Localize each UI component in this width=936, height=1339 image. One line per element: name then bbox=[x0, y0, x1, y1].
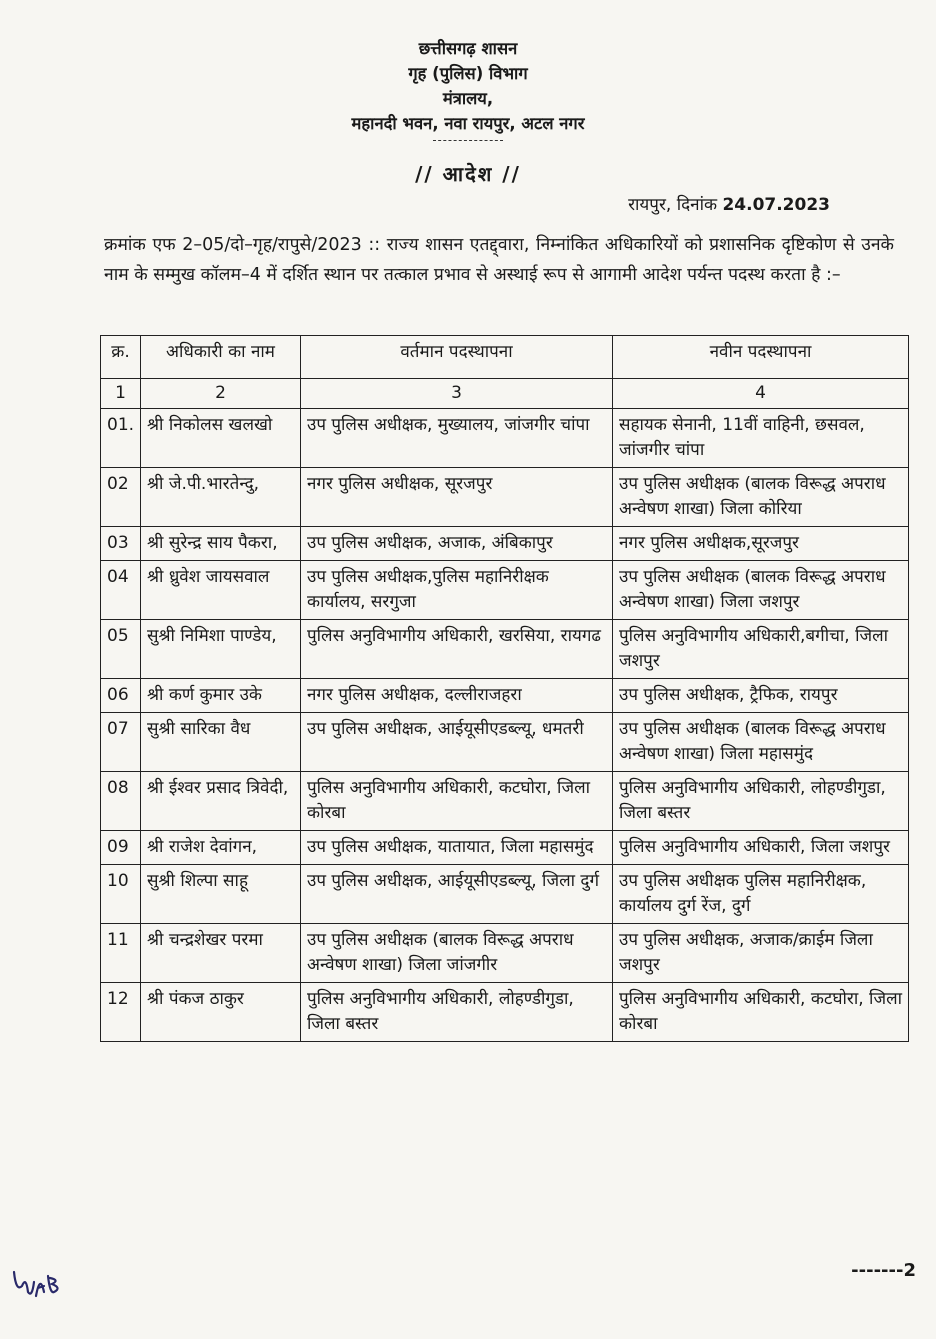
row-new-posting: उप पुलिस अधीक्षक पुलिस महानिरीक्षक, कार्यालय दुर्ग रेंज, दुर्ग bbox=[613, 865, 909, 924]
row-officer-name: श्री निकोलस खलखो bbox=[141, 409, 301, 468]
row-current-posting: उप पुलिस अधीक्षक, अजाक, अंबिकापुर bbox=[301, 527, 613, 561]
order-title: // आदेश // bbox=[415, 162, 521, 186]
table-row bbox=[101, 924, 909, 983]
posting-table bbox=[100, 335, 909, 1042]
header-officer-name: अधिकारी का नाम bbox=[141, 336, 301, 379]
table-row bbox=[101, 713, 909, 772]
row-officer-name: सुश्री शिल्पा साहू bbox=[141, 865, 301, 924]
col-number: 4 bbox=[613, 379, 909, 409]
table-row bbox=[101, 679, 909, 713]
row-serial: 03 bbox=[101, 527, 141, 561]
row-current-posting: उप पुलिस अधीक्षक, मुख्यालय, जांजगीर चांपा bbox=[301, 409, 613, 468]
row-officer-name: श्री कर्ण कुमार उके bbox=[141, 679, 301, 713]
col-number: 3 bbox=[301, 379, 613, 409]
table-row bbox=[101, 468, 909, 527]
header-current-posting: वर्तमान पदस्थापना bbox=[301, 336, 613, 379]
date-value: 24.07.2023 bbox=[722, 195, 830, 215]
row-current-posting: उप पुलिस अधीक्षक, आईयूसीएडब्ल्यू, जिला दुर्ग bbox=[301, 865, 613, 924]
row-new-posting: उप पुलिस अधीक्षक (बालक विरूद्ध अपराध अन्वेषण शाखा) जिला महासमुंद bbox=[613, 713, 909, 772]
row-officer-name: श्री सुरेन्द्र साय पैकरा, bbox=[141, 527, 301, 561]
row-new-posting: नगर पुलिस अधीक्षक,सूरजपुर bbox=[613, 527, 909, 561]
row-current-posting: नगर पुलिस अधीक्षक, दल्लीराजहरा bbox=[301, 679, 613, 713]
row-new-posting: पुलिस अनुविभागीय अधिकारी, जिला जशपुर bbox=[613, 831, 909, 865]
row-current-posting: उप पुलिस अधीक्षक,पुलिस महानिरीक्षक कार्यालय, सरगुजा bbox=[301, 561, 613, 620]
letterhead bbox=[0, 36, 936, 147]
row-current-posting: उप पुलिस अधीक्षक, यातायात, जिला महासमुंद bbox=[301, 831, 613, 865]
col-number: 2 bbox=[141, 379, 301, 409]
row-officer-name: श्री पंकज ठाकुर bbox=[141, 983, 301, 1042]
row-serial: 01. bbox=[101, 409, 141, 468]
table-row bbox=[101, 409, 909, 468]
govt-name: छत्तीसगढ़ शासन bbox=[418, 39, 518, 58]
row-current-posting: नगर पुलिस अधीक्षक, सूरजपुर bbox=[301, 468, 613, 527]
handwritten-initials bbox=[10, 1262, 70, 1302]
row-serial: 08 bbox=[101, 772, 141, 831]
table-header-row bbox=[101, 336, 909, 379]
table-row bbox=[101, 772, 909, 831]
department-name: गृह (पुलिस) विभाग bbox=[408, 64, 528, 83]
table-row bbox=[101, 983, 909, 1042]
row-serial: 05 bbox=[101, 620, 141, 679]
row-serial: 07 bbox=[101, 713, 141, 772]
row-serial: 06 bbox=[101, 679, 141, 713]
order-paragraph: क्रमांक एफ 2–05/दो–गृह/रापुसे/2023 :: राज्य शासन एतद्द्वारा, निम्नांकित अधिकारियों को प्रशासनिक दृष्टिकोण से उनके नाम के सम्मुख कॉलम–4 में दर्शित स्थान पर तत्काल प्रभाव से अस्थाई रूप से आगामी आदेश पर्यन्त पदस्थ करता है :– bbox=[104, 235, 894, 285]
row-serial: 12 bbox=[101, 983, 141, 1042]
column-number-row bbox=[101, 379, 909, 409]
header-new-posting: नवीन पदस्थापना bbox=[613, 336, 909, 379]
table-row bbox=[101, 831, 909, 865]
row-new-posting: पुलिस अनुविभागीय अधिकारी, लोहण्डीगुडा, जिला बस्तर bbox=[613, 772, 909, 831]
row-officer-name: श्री ध्रुवेश जायसवाल bbox=[141, 561, 301, 620]
page-continuation-marker: -------2 bbox=[851, 1260, 916, 1281]
row-officer-name: श्री ईश्वर प्रसाद त्रिवेदी, bbox=[141, 772, 301, 831]
table-row bbox=[101, 865, 909, 924]
row-current-posting: पुलिस अनुविभागीय अधिकारी, कटघोरा, जिला कोरबा bbox=[301, 772, 613, 831]
row-serial: 11 bbox=[101, 924, 141, 983]
row-new-posting: पुलिस अनुविभागीय अधिकारी,बगीचा, जिला जशपुर bbox=[613, 620, 909, 679]
table-row bbox=[101, 620, 909, 679]
table-row bbox=[101, 527, 909, 561]
row-new-posting: सहायक सेनानी, 11वीं वाहिनी, छसवल, जांजगीर चांपा bbox=[613, 409, 909, 468]
row-serial: 10 bbox=[101, 865, 141, 924]
row-serial: 09 bbox=[101, 831, 141, 865]
row-serial: 02 bbox=[101, 468, 141, 527]
ministry-name: मंत्रालय, bbox=[442, 89, 494, 108]
row-officer-name: सुश्री निमिशा पाण्डेय, bbox=[141, 620, 301, 679]
row-officer-name: श्री राजेश देवांगन, bbox=[141, 831, 301, 865]
row-officer-name: श्री जे.पी.भारतेन्दु, bbox=[141, 468, 301, 527]
row-officer-name: श्री चन्द्रशेखर परमा bbox=[141, 924, 301, 983]
date-place: रायपुर, दिनांक bbox=[628, 195, 718, 215]
row-current-posting: उप पुलिस अधीक्षक, आईयूसीएडब्ल्यू, धमतरी bbox=[301, 713, 613, 772]
row-current-posting: उप पुलिस अधीक्षक (बालक विरूद्ध अपराध अन्वेषण शाखा) जिला जांजगीर bbox=[301, 924, 613, 983]
col-number: 1 bbox=[101, 379, 141, 409]
row-new-posting: उप पुलिस अधीक्षक, ट्रैफिक, रायपुर bbox=[613, 679, 909, 713]
row-new-posting: पुलिस अनुविभागीय अधिकारी, कटघोरा, जिला कोरबा bbox=[613, 983, 909, 1042]
table-row bbox=[101, 561, 909, 620]
header-divider bbox=[433, 140, 503, 141]
row-new-posting: उप पुलिस अधीक्षक (बालक विरूद्ध अपराध अन्वेषण शाखा) जिला जशपुर bbox=[613, 561, 909, 620]
row-officer-name: सुश्री सारिका वैध bbox=[141, 713, 301, 772]
row-current-posting: पुलिस अनुविभागीय अधिकारी, खरसिया, रायगढ bbox=[301, 620, 613, 679]
date-line bbox=[628, 192, 830, 215]
address-line: महानदी भवन, नवा रायपुर, अटल नगर bbox=[351, 114, 585, 133]
row-serial: 04 bbox=[101, 561, 141, 620]
row-new-posting: उप पुलिस अधीक्षक, अजाक/क्राईम जिला जशपुर bbox=[613, 924, 909, 983]
header-serial: क्र. bbox=[101, 336, 141, 379]
row-current-posting: पुलिस अनुविभागीय अधिकारी, लोहण्डीगुडा, जिला बस्तर bbox=[301, 983, 613, 1042]
row-new-posting: उप पुलिस अधीक्षक (बालक विरूद्ध अपराध अन्वेषण शाखा) जिला कोरिया bbox=[613, 468, 909, 527]
